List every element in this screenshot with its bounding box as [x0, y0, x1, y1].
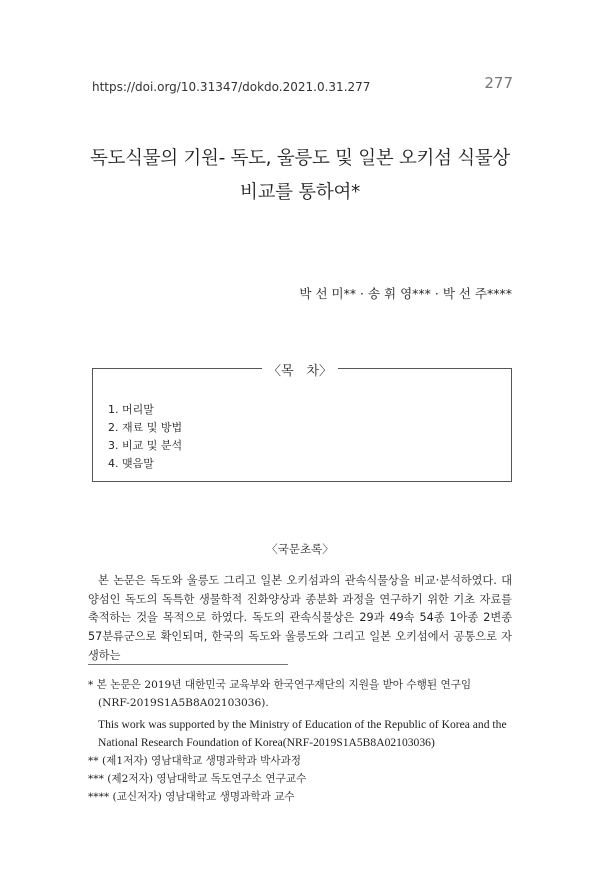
footnote-second-author: *** (제2저자) 영남대학교 독도연구소 연구교수: [88, 773, 307, 785]
paper-title-line1: 독도식물의 기원- 독도, 울릉도 및 일본 오키섬 식물상: [89, 148, 510, 169]
toc-title-wrapper: [0, 360, 600, 379]
toc-item: 3. 비교 및 분석: [108, 439, 183, 452]
footnote-first-author: ** (제1저자) 영남대학교 생명과학과 박사과정: [88, 755, 302, 767]
footnote-funding-ko-line1: * 본 논문은 2019년 대한민국 교육부와 한국연구재단의 지원을 받아 수행된 연구임: [88, 679, 472, 691]
toc-item: 2. 재료 및 방법: [108, 421, 183, 434]
footnote-funding-ko: [88, 676, 512, 712]
page-number: 277: [484, 74, 513, 92]
toc-list: [108, 401, 182, 473]
abstract-text: 본 논문은 독도와 울릉도 그리고 일본 오키섬과의 관속식물상을 비교·분석하였다. 대양섬인 독도의 독특한 생물학적 진화양상과 종분화 과정을 연구하기 위한 기초 자료를 축적하는 것을 목적으로 하였다. 독도의 관속식물상은 29과 49속 54종 1아종 2변종 57분류군으로 확인되며, 한국의 독도와 울릉도와 그리고 일본 오키섬에서 공통으로 자생하는: [88, 574, 512, 662]
footnote-divider: [88, 664, 288, 665]
paper-title-line2: 비교를 통하여*: [240, 182, 360, 203]
toc-title: 〈목 차〉: [262, 364, 338, 379]
doi-link[interactable]: https://doi.org/10.31347/dokdo.2021.0.31.277: [92, 80, 371, 94]
footnote-funding-en: This work was supported by the Ministry of Education of the Republic of Korea and the National Research Foundation of Korea(NRF-2019S1A5B8A02103036): [98, 718, 507, 749]
toc-item: 1. 머리말: [108, 403, 154, 416]
footnote-funding-ko-line2: (NRF-2019S1A5B8A02103036).: [98, 697, 269, 709]
abstract-heading: 〈국문초록〉: [266, 542, 334, 556]
footnote-corresponding-author: **** (교신저자) 영남대학교 생명과학과 교수: [88, 791, 295, 803]
author-list: 박 선 미** · 송 휘 영*** · 박 선 주****: [299, 286, 512, 301]
toc-item: 4. 맺음말: [108, 457, 154, 470]
